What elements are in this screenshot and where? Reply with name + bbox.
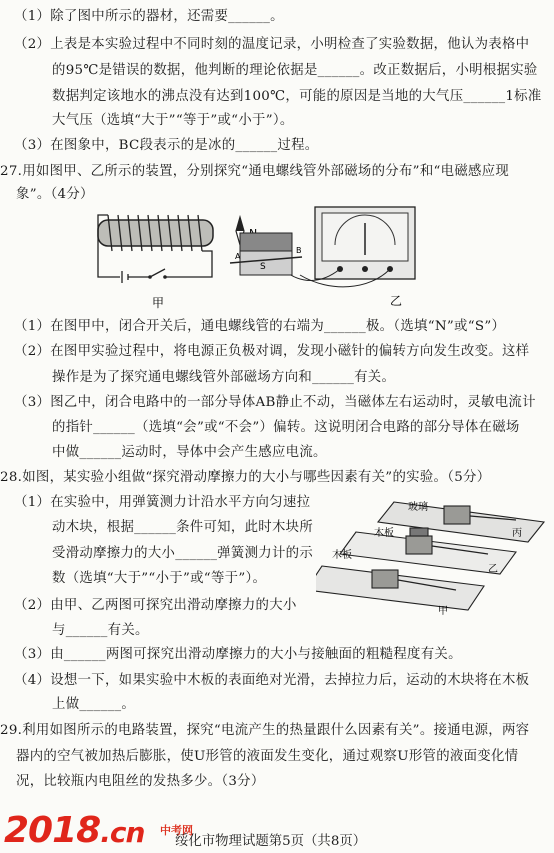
q27-part1: （1）在图甲中，闭合开关后，通电螺线管的右端为______极。（选填“N”或“S”） (14, 319, 506, 334)
q28-part3: （3）由______两图可探究出滑动摩擦力的大小与接触面的粗糙程度有关。 (14, 647, 462, 662)
q27-part3-line3: 中做______运动时，导体中会产生感应电流。 (52, 445, 327, 460)
q28-part2-line2: 与______有关。 (52, 623, 149, 638)
q29-stem-line3: 况，比较瓶内电阻丝的发热多少。（3分） (16, 774, 265, 789)
logo-number: 2018 (4, 810, 101, 851)
q27-part2-line2: 操作是为了探究通电螺线管外部磁场方向和______有关。 (52, 370, 396, 385)
label-muban-lower: 木板 (332, 550, 352, 561)
label-jia: 甲 (438, 606, 448, 617)
q27-part3-line2: 的指针______（选填“会”或“不会”）偏转。这说明闭合电路的部分导体在磁场 (52, 420, 520, 435)
q26-part2-line2: 的95℃是错误的数据，他判断的理论依据是______。改正数据后，小明根据实验 (52, 63, 538, 78)
q28-stem: 28.如图，某实验小组做“探究滑动摩擦力的大小与哪些因素有关”的实验。（5分） (0, 470, 491, 485)
page-footer: 绥化市物理试题第5页（共8页） (175, 834, 367, 849)
watermark-site: 中考网 (160, 824, 193, 837)
q26-part2-line3: 数据判定该地水的沸点没有达到100℃，可能的原因是当地的大气压______1标准 (52, 89, 542, 104)
q28-part1-line4: 数（选填“大于”“小于”或“等于”）。 (52, 571, 267, 586)
q27-part2-line1: （2）在图甲实验过程中，将电源正负极对调，发现小磁针的偏转方向发生改变。这样 (14, 344, 530, 359)
q27-part3-line1: （3）图乙中，闭合电路中的一部分导体AB静止不动，当磁体左右运动时，灵敏电流计 (14, 395, 536, 410)
q28-part2-line1: （2）由甲、乙两图可探究出滑动摩擦力的大小 (14, 598, 297, 613)
svg-text:A: A (235, 252, 241, 261)
figure-label-jia: 甲 (152, 296, 165, 310)
q26-part1: （1）除了图中所示的器材，还需要______。 (14, 9, 284, 24)
q29-stem-line1: 29.利用如图所示的电路装置，探究“电流产生的热量跟什么因素有关”。接通电源，两容 (0, 723, 530, 738)
q28-part4-line2: 上做______。 (52, 697, 136, 712)
q27-stem-line2: 象”。（4分） (16, 187, 94, 202)
q29-stem-line2: 器内的空气被加热后膨胀，使U形管的液面发生变化，通过观察U形管的液面变化情 (16, 749, 519, 764)
q26-part2-line4: 大气压（选填“大于”“等于”或“小于”）。 (52, 113, 294, 128)
q26-part3: （3）在图象中，BC段表示的是冰的______过程。 (14, 138, 319, 153)
galvanometer-diagram (285, 207, 415, 287)
label-boli: 玻璃 (408, 502, 428, 513)
label-muban-upper: 木板 (374, 528, 394, 539)
figure-27 (90, 205, 430, 313)
svg-text:B: B (296, 246, 302, 255)
q28-part4-line1: （4）设想一下，如果实验中木板的表面绝对光滑，去掉拉力后，运动的木块将在木板 (14, 673, 530, 688)
q26-part2-line1: （2）上表是本实验过程中不同时刻的温度记录，小明检查了实验数据，他认为表格中 (14, 37, 530, 52)
solenoid-diagram (98, 215, 213, 283)
figure-label-yi: 乙 (390, 294, 403, 308)
watermark-logo (4, 810, 144, 851)
q28-part1-line2: 动木块，根据______条件可知，此时木块所 (52, 520, 314, 535)
q28-part1-line3: 受滑动摩擦力的大小______弹簧测力计的示 (52, 546, 314, 561)
logo-domain: .cn (100, 816, 145, 849)
figure-28 (316, 490, 552, 620)
magnet-conductor-diagram (230, 233, 302, 275)
q27-stem-line1: 27.用如图甲、乙所示的装置，分别探究“通电螺线管外部磁场的分布”和“电磁感应现 (0, 164, 510, 179)
svg-text:S: S (260, 262, 266, 272)
label-yi: 乙 (488, 564, 498, 575)
label-bing: 丙 (512, 528, 522, 539)
q28-part1-line1: （1）在实验中，用弹簧测力计沿水平方向匀速拉 (14, 495, 311, 510)
